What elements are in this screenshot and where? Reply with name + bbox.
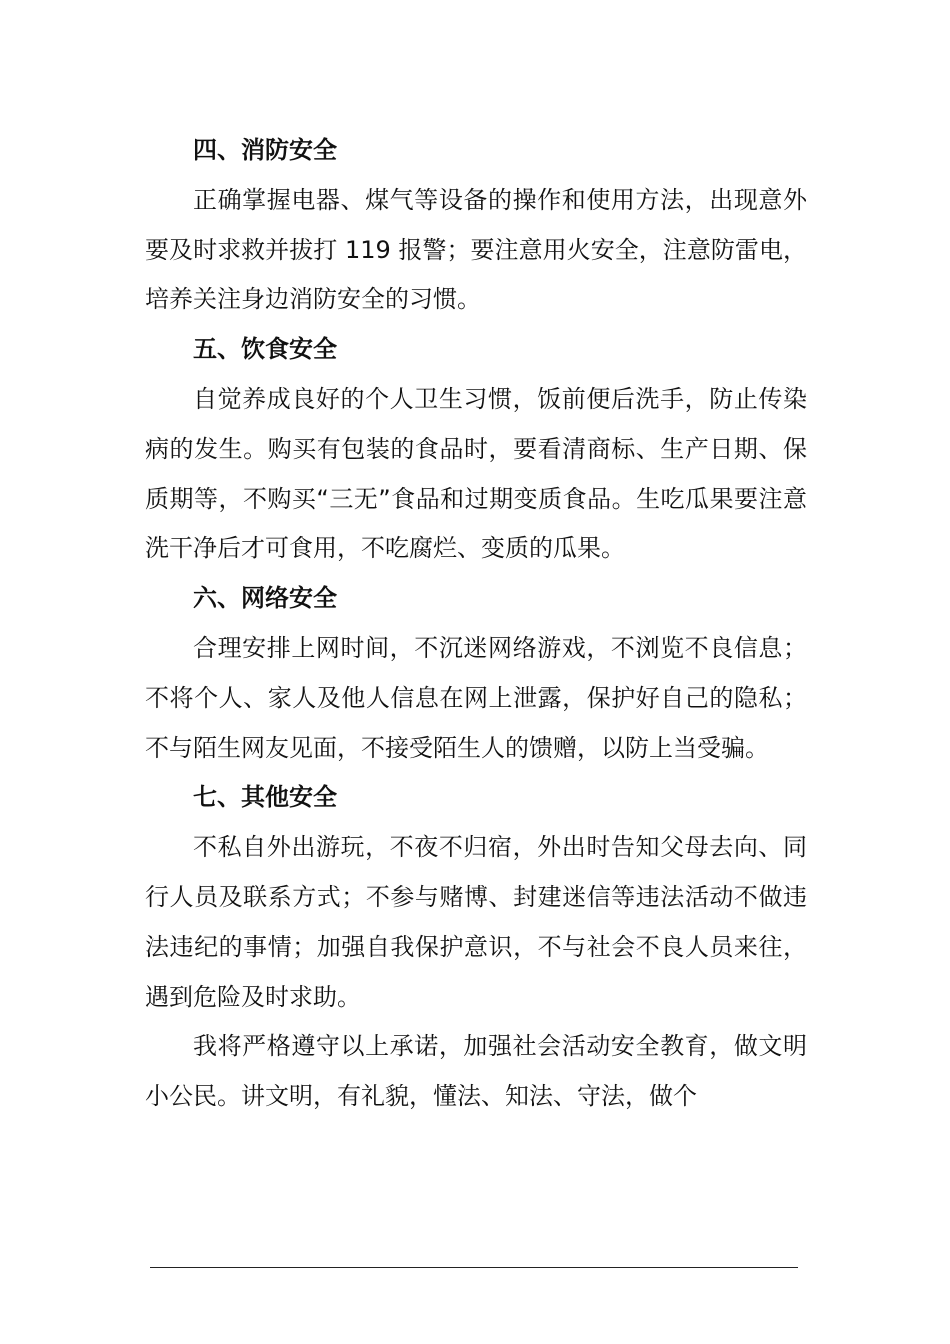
- section-heading-food-safety: 五、饮食安全: [193, 335, 337, 364]
- section-body-network-safety: 合理安排上网时间，不沉迷网络游戏，不浏览不良信息；不将个人、家人及他人信息在网上泄露，保护好自己的隐私；不与陌生网友见面，不接受陌生人的馈赠，以防上当受骗。: [145, 633, 807, 762]
- section-body-other-safety: 不私自外出游玩，不夜不归宿，外出时告知父母去向、同行人员及联系方式；不参与赌博、封建迷信等违法活动不做违法违纪的事情；加强自我保护意识，不与社会不良人员来往，遇到危险及时求助。: [145, 833, 807, 1011]
- section-heading-other-safety: 七、其他安全: [193, 783, 337, 812]
- section-heading-network-safety: 六、网络安全: [193, 584, 337, 613]
- section-heading-fire-safety: 四、消防安全: [193, 136, 337, 164]
- footer-divider: [150, 1267, 798, 1268]
- document-body: [145, 126, 807, 1122]
- section-body-fire-safety: 正确掌握电器、煤气等设备的操作和使用方法，出现意外要及时求救并拔打 119 报警；要注意用火安全，注意防雷电，培养关注身边消防安全的习惯。: [145, 185, 807, 314]
- closing-paragraph: 我将严格遵守以上承诺，加强社会活动安全教育，做文明小公民。讲文明，有礼貌，懂法、知法、守法，做个: [145, 1032, 807, 1111]
- section-body-food-safety: 自觉养成良好的个人卫生习惯，饭前便后洗手，防止传染病的发生。购买有包装的食品时，要看清商标、生产日期、保质期等，不购买“三无”食品和过期变质食品。生吃瓜果要注意洗干净后才可食用，不吃腐烂、变质的瓜果。: [145, 384, 807, 563]
